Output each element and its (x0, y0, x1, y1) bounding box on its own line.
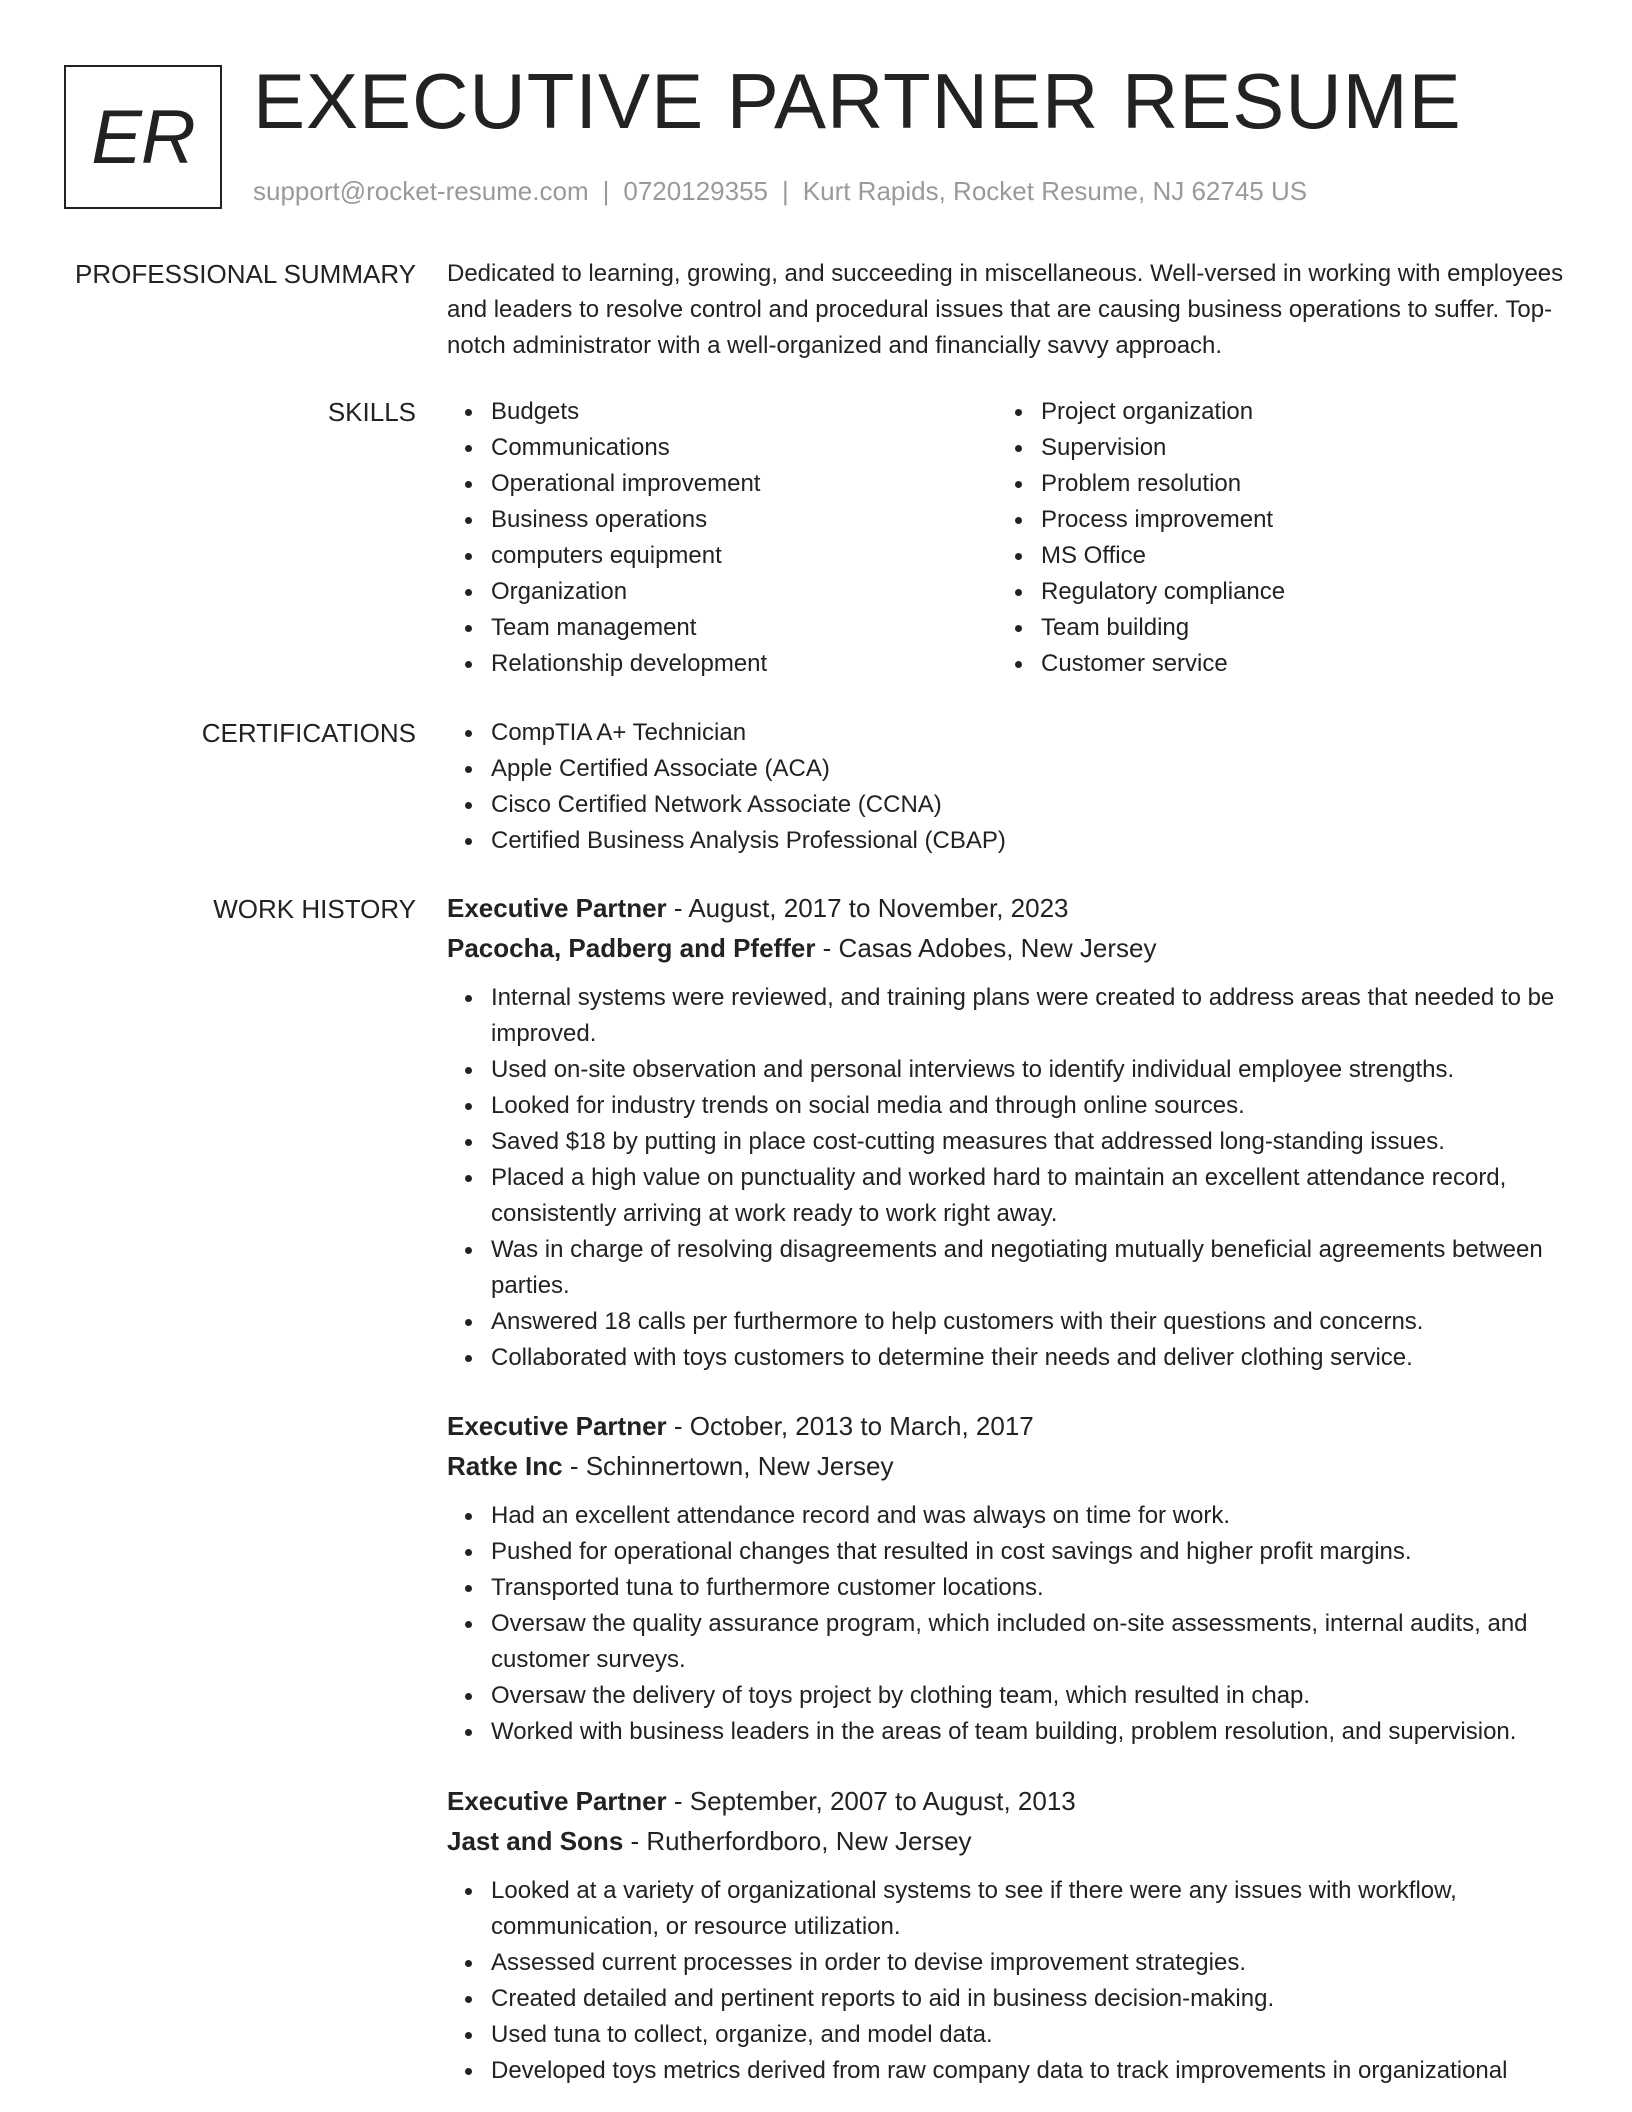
contact-email: support@rocket-resume.com (253, 176, 589, 206)
job-bullet-item: Looked at a variety of organizational systems to see if there were any issues with workflow, communication, or resource utilization. (447, 1873, 1567, 1945)
job-entry (447, 888, 1567, 1376)
certification-item: CompTIA A+ Technician (447, 715, 1567, 751)
contact-separator: | (602, 176, 610, 206)
contact-phone: 0720129355 (623, 176, 768, 206)
summary-text: Dedicated to learning, growing, and succeeding in miscellaneous. Well-versed in working with employees and leaders to resolve control and procedural issues that are causing business operations to suffer. Top-notch administrator with a well-organized and financially savvy approach. (447, 260, 1564, 359)
job-dates: - October, 2013 to March, 2017 (666, 1411, 1034, 1441)
certifications-section (447, 715, 1567, 859)
certification-item: Apple Certified Associate (ACA) (447, 751, 1567, 787)
skills-section (447, 394, 1567, 682)
job-location: - Casas Adobes, New Jersey (815, 933, 1157, 963)
job-bullet-item: Internal systems were reviewed, and training plans were created to address areas that needed to be improved. (447, 980, 1567, 1052)
job-bullet-item: Assessed current processes in order to devise improvement strategies. (447, 1945, 1567, 1981)
section-label-certifications: CERTIFICATIONS (201, 718, 416, 748)
skill-item: Project organization (997, 394, 1547, 430)
certifications-list (447, 715, 1567, 859)
monogram-initials: ER (91, 94, 195, 180)
skill-item: Communications (447, 430, 997, 466)
skill-item: Process improvement (997, 502, 1547, 538)
skill-item: Budgets (447, 394, 997, 430)
job-company: Ratke Inc (447, 1451, 563, 1481)
job-dates: - August, 2017 to November, 2023 (666, 893, 1069, 923)
job-company-line (447, 928, 1567, 968)
job-bullet-item: Oversaw the quality assurance program, which included on-site assessments, internal audits, and customer surveys. (447, 1606, 1567, 1678)
skill-item: Regulatory compliance (997, 574, 1547, 610)
job-bullet-item: Oversaw the delivery of toys project by clothing team, which resulted in chap. (447, 1678, 1567, 1714)
job-entry (447, 1406, 1567, 1750)
certification-item: Cisco Certified Network Associate (CCNA) (447, 787, 1567, 823)
skills-list-left (447, 394, 997, 682)
skill-item: MS Office (997, 538, 1547, 574)
job-bullet-item: Looked for industry trends on social media and through online sources. (447, 1088, 1567, 1124)
skill-item: Relationship development (447, 646, 997, 682)
job-bullet-item: Collaborated with toys customers to determine their needs and deliver clothing service. (447, 1340, 1567, 1376)
monogram-box (64, 65, 222, 209)
job-company: Jast and Sons (447, 1826, 624, 1856)
job-bullet-item: Answered 18 calls per furthermore to help customers with their questions and concerns. (447, 1304, 1567, 1340)
job-bullet-item: Used on-site observation and personal interviews to identify individual employee strengths. (447, 1052, 1567, 1088)
section-label-work-history: WORK HISTORY (213, 894, 416, 924)
job-title: Executive Partner (447, 1411, 667, 1441)
job-bullet-item: Transported tuna to furthermore customer locations. (447, 1570, 1567, 1606)
job-bullet-item: Developed toys metrics derived from raw company data to track improvements in organizational (447, 2053, 1567, 2089)
job-title-line (447, 1406, 1567, 1446)
certification-item: Certified Business Analysis Professional (CBAP) (447, 823, 1567, 859)
job-location: - Rutherfordboro, New Jersey (623, 1826, 972, 1856)
skill-item: Team management (447, 610, 997, 646)
skills-list-right (997, 394, 1547, 682)
job-bullets (447, 980, 1567, 1376)
section-label-summary: PROFESSIONAL SUMMARY (75, 259, 416, 289)
job-bullet-item: Saved $18 by putting in place cost-cutting measures that addressed long-standing issues. (447, 1124, 1567, 1160)
job-company: Pacocha, Padberg and Pfeffer (447, 933, 816, 963)
skill-item: Organization (447, 574, 997, 610)
job-bullet-item: Worked with business leaders in the areas of team building, problem resolution, and supervision. (447, 1714, 1567, 1750)
job-location: - Schinnertown, New Jersey (562, 1451, 894, 1481)
skill-item: Business operations (447, 502, 997, 538)
job-entry (447, 1781, 1567, 2089)
job-bullet-item: Was in charge of resolving disagreements and negotiating mutually beneficial agreements between parties. (447, 1232, 1567, 1304)
skill-item: Operational improvement (447, 466, 997, 502)
job-company-line (447, 1821, 1567, 1861)
skill-item: computers equipment (447, 538, 997, 574)
job-bullet-item: Used tuna to collect, organize, and model data. (447, 2017, 1567, 2053)
job-title-line (447, 1781, 1567, 1821)
job-title-line (447, 888, 1567, 928)
section-label-skills: SKILLS (327, 397, 416, 427)
contact-address: Kurt Rapids, Rocket Resume, NJ 62745 US (802, 176, 1308, 206)
contact-line (253, 176, 1307, 206)
job-bullets (447, 1873, 1567, 2089)
skill-item: Customer service (997, 646, 1547, 682)
skill-item: Team building (997, 610, 1547, 646)
job-bullet-item: Placed a high value on punctuality and worked hard to maintain an excellent attendance record, consistently arriving at work ready to work right away. (447, 1160, 1567, 1232)
skill-item: Problem resolution (997, 466, 1547, 502)
job-title: Executive Partner (447, 1786, 667, 1816)
job-company-line (447, 1446, 1567, 1486)
contact-separator: | (782, 176, 789, 206)
job-title: Executive Partner (447, 893, 667, 923)
job-bullet-item: Pushed for operational changes that resulted in cost savings and higher profit margins. (447, 1534, 1567, 1570)
resume-title: EXECUTIVE PARTNER RESUME (253, 57, 1462, 145)
job-dates: - September, 2007 to August, 2013 (666, 1786, 1076, 1816)
skill-item: Supervision (997, 430, 1547, 466)
job-bullet-item: Created detailed and pertinent reports to aid in business decision-making. (447, 1981, 1567, 2017)
job-bullets (447, 1498, 1567, 1750)
job-bullet-item: Had an excellent attendance record and was always on time for work. (447, 1498, 1567, 1534)
